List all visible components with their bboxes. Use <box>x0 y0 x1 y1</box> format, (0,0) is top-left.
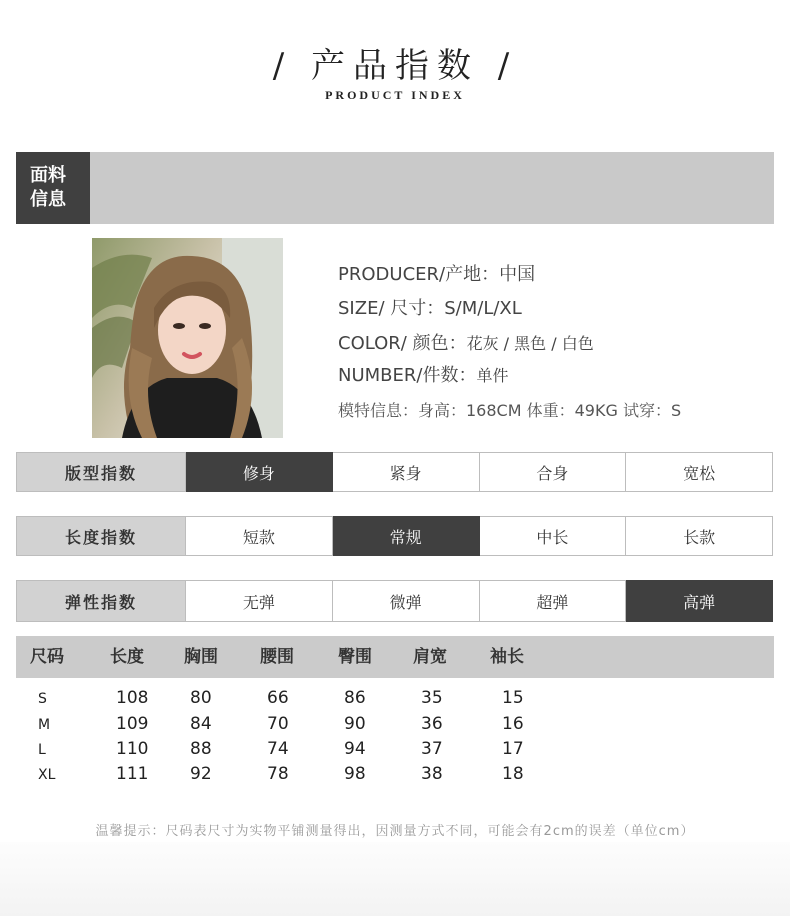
table-cell: 70 <box>267 714 289 734</box>
fabric-label-line2: 信息 <box>30 189 66 210</box>
size-prefix: SIZE/ 尺寸： <box>338 298 445 319</box>
table-cell: 38 <box>421 764 443 784</box>
table-cell: 18 <box>502 764 524 784</box>
stretch-index-label: 弹性指数 <box>16 580 186 622</box>
size-table-header-cell: 尺码 <box>30 647 64 667</box>
number-value: 单件 <box>476 366 509 385</box>
fit-index-label: 版型指数 <box>16 452 186 492</box>
model-photo <box>92 238 283 438</box>
table-cell: 35 <box>421 688 443 708</box>
size-table-header-cell: 长度 <box>110 647 144 667</box>
table-cell: 66 <box>267 688 289 708</box>
length-option-long: 长款 <box>626 516 773 556</box>
fabric-label-line1: 面料 <box>30 165 66 186</box>
fit-index-row <box>16 452 773 492</box>
stretch-option-slight: 微弹 <box>333 580 480 622</box>
table-cell: 92 <box>190 764 212 784</box>
color-value: 花灰 / 黑色 / 白色 <box>466 334 594 353</box>
table-cell: 17 <box>502 739 524 759</box>
page-subtitle: PRODUCT INDEX <box>325 88 465 102</box>
table-cell: 78 <box>267 764 289 784</box>
fit-option-slim: 修身 <box>186 452 333 492</box>
size-table-header-cell: 胸围 <box>184 647 218 667</box>
color-info <box>338 329 594 355</box>
bottom-fade <box>0 842 790 916</box>
fit-option-tight: 紧身 <box>333 452 480 492</box>
color-prefix: COLOR/ 颜色： <box>338 333 467 354</box>
fit-option-loose: 宽松 <box>626 452 773 492</box>
table-cell-size: M <box>38 717 51 733</box>
length-index-row <box>16 516 773 556</box>
table-cell: 108 <box>116 688 149 708</box>
fabric-band <box>16 152 774 224</box>
table-cell: 109 <box>116 714 149 734</box>
table-cell: 90 <box>344 714 366 734</box>
producer-info: PRODUCER/产地：中国 <box>338 264 536 285</box>
table-cell: 98 <box>344 764 366 784</box>
fit-option-regular: 合身 <box>480 452 627 492</box>
length-option-standard: 常规 <box>333 516 480 556</box>
size-table-header-cell: 臀围 <box>338 647 372 667</box>
table-cell: 88 <box>190 739 212 759</box>
table-cell: 15 <box>502 688 524 708</box>
table-cell: 110 <box>116 739 149 759</box>
stretch-option-high: 高弹 <box>626 580 773 622</box>
table-cell: 37 <box>421 739 443 759</box>
number-info <box>338 361 508 387</box>
length-index-label: 长度指数 <box>16 516 186 556</box>
table-cell: 16 <box>502 714 524 734</box>
page-title: / 产品指数 / <box>272 46 518 86</box>
table-cell: 111 <box>116 764 149 784</box>
number-prefix: NUMBER/件数： <box>338 365 477 386</box>
stretch-option-super: 超弹 <box>480 580 627 622</box>
stretch-option-none: 无弹 <box>186 580 333 622</box>
size-table-header-cell: 肩宽 <box>413 647 447 667</box>
size-value: S/M/L/XL <box>444 298 522 319</box>
fabric-label <box>16 152 90 224</box>
model-info: 模特信息：身高：168CM 体重：49KG 试穿：S <box>338 401 682 420</box>
table-cell: 94 <box>344 739 366 759</box>
size-info <box>338 294 522 320</box>
table-cell: 36 <box>421 714 443 734</box>
table-cell: 80 <box>190 688 212 708</box>
table-cell: 86 <box>344 688 366 708</box>
size-table-header-cell: 腰围 <box>260 647 294 667</box>
table-cell-size: XL <box>38 767 56 783</box>
stretch-index-row <box>16 580 773 622</box>
table-cell-size: S <box>38 691 47 707</box>
size-table-header-cell: 袖长 <box>490 647 524 667</box>
length-option-mid: 中长 <box>480 516 627 556</box>
table-cell: 84 <box>190 714 212 734</box>
length-option-short: 短款 <box>186 516 333 556</box>
table-cell-size: L <box>38 742 46 758</box>
model-portrait-illustration <box>92 238 283 438</box>
size-note: 温馨提示：尺码表尺寸为实物平铺测量得出，因测量方式不同，可能会有2cm的误差（单位cm） <box>95 824 695 839</box>
table-cell: 74 <box>267 739 289 759</box>
